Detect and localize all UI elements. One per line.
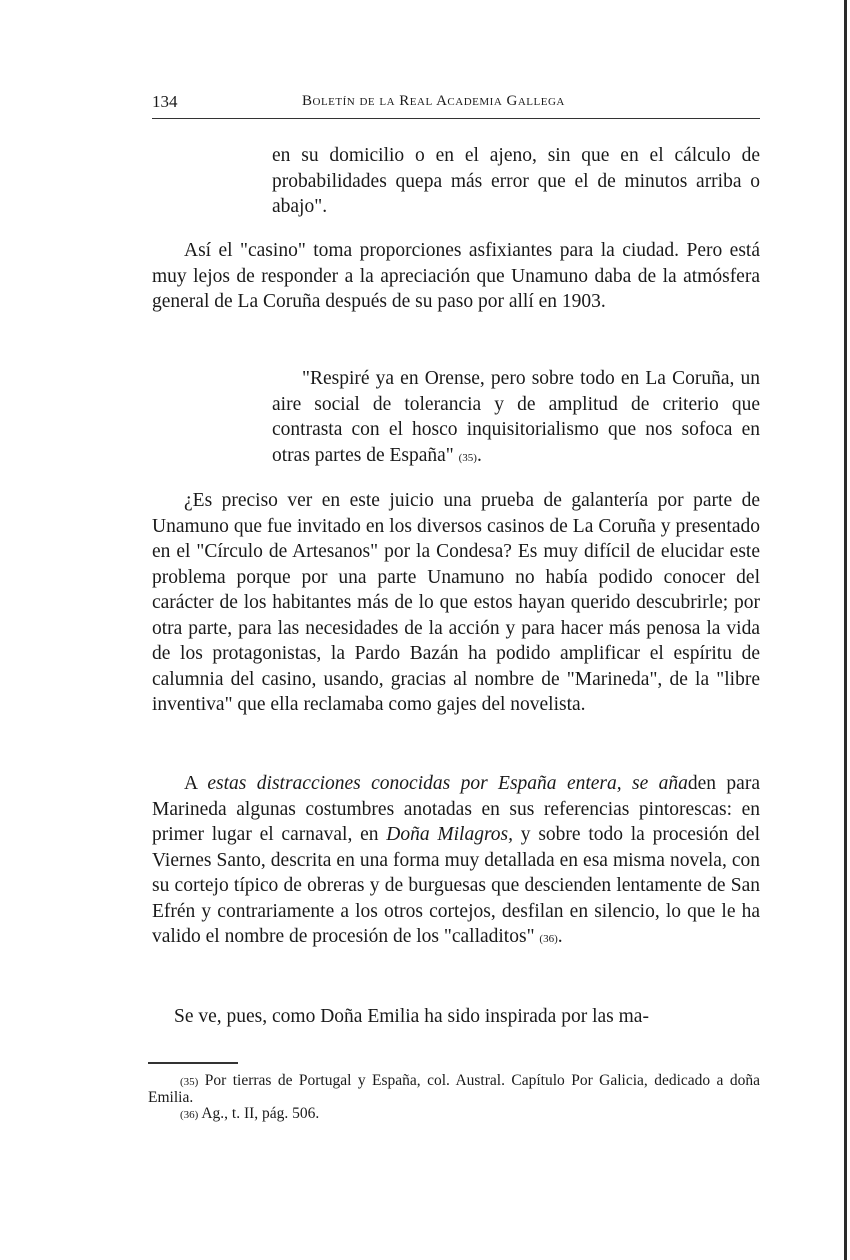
running-head: Boletín de la Real Academia Gallega <box>302 93 565 109</box>
quote-2-text: "Respiré ya en Orense, pero sobre todo en La Coruña, un aire social de tolerancia y de amplitud de criterio que contrasta con el hosco inquisitorialismo que nos sofoca en otras partes de España" <box>272 368 760 466</box>
page-header <box>152 92 760 119</box>
block-quote-1: en su domicilio o en el ajeno, sin que en el cálculo de probabilidades quepa más error que el de minutos arriba o abajo". <box>272 145 760 217</box>
footnote-text: Ag., t. II, pág. 506. <box>201 1105 320 1122</box>
page-number: 134 <box>152 92 178 111</box>
footnote <box>148 1073 760 1106</box>
para-3-end: . <box>557 926 563 947</box>
footnote-ref-36: (36) <box>539 933 558 945</box>
para-3-text-2: den para Marineda algunas costumbres anotadas en sus referencias pintorescas: en primer lugar el carnaval, en <box>152 773 760 845</box>
footnote-text: Por tierras de Portugal y España, col. Austral. Capítulo Por Galicia, dedicado a doña Emilia. <box>148 1072 760 1106</box>
footnote-ref-35: (35) <box>458 451 477 464</box>
para-3-italic-title: Doña Milagros, <box>386 824 514 845</box>
footnote-mark: (35) <box>180 1076 199 1088</box>
footnote-rule <box>148 1062 238 1064</box>
block-quote-2 <box>272 366 760 471</box>
footnote-mark: (36) <box>180 1109 199 1121</box>
para-3-italic-1: estas distracciones conocidas por España entera, se aña <box>207 773 688 794</box>
paragraph-1: Así el "casino" toma proporciones asfixiantes para la ciudad. Pero está muy lejos de responder a la apreciación que Unamuno daba de la atmósfera general de La Coruña después de su paso por allí en 1903. <box>152 240 760 312</box>
footnote <box>148 1106 760 1123</box>
paragraph-3 <box>152 771 760 953</box>
quote-2-end: . <box>476 444 482 466</box>
paragraph-2: ¿Es preciso ver en este juicio una prueba de galantería por parte de Unamuno que fue invitado en los diversos casinos de La Coruña y presentado en el "Círculo de Artesanos" por la Condesa? Es muy difícil de elucidar este problema porque por una parte Unamuno no había podido conocer del carácter de los habitantes más de lo que estos hayan querido descubrirle; por otra parte, para las necesidades de la acción y para hacer más penosa la vida de los protagonistas, la Pardo Bazán ha podido amplificar el espíritu de calumnia del casino, usando, gracias al nombre de "Marineda", de la "libre inventiva" que ella reclamaba como gajes del novelista. <box>152 490 760 715</box>
para-3-text-1: A <box>184 773 208 794</box>
footnotes <box>148 1073 760 1123</box>
para-3-text-3: y sobre todo la procesión del Viernes Santo, descrita en una forma muy detallada en esa misma novela, con su cortejo típico de obreras y de burguesas que descienden lentamente de San Efrén y contrariamente a los otros cortejos, desfilan en silencio, lo que le ha valido el nombre de procesión de los "calladitos" <box>152 824 760 947</box>
paragraph-4: Se ve, pues, como Doña Emilia ha sido inspirada por las ma- <box>174 1006 649 1027</box>
page-edge-line <box>844 0 847 1260</box>
